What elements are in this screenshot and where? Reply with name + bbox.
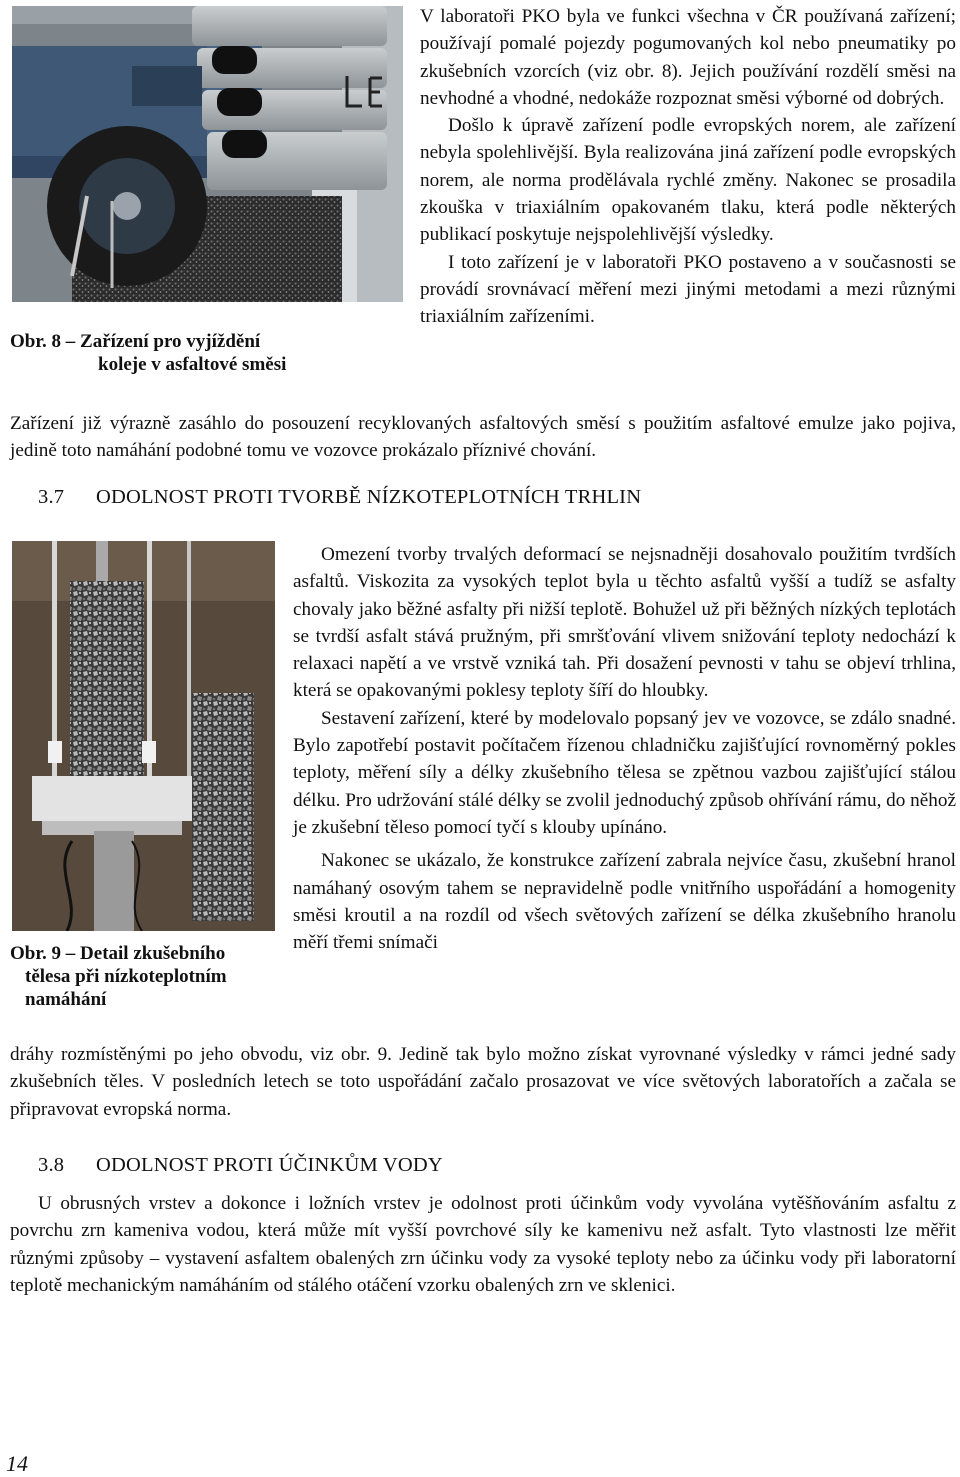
figure-8-dash: – <box>61 331 81 352</box>
top-text-column <box>420 3 956 331</box>
paragraph-recycled-mixes: Zařízení již výrazně zasáhlo do posouzení recyklovaných asfaltových směsí s použitím asfaltové emulze jako pojiva, jedině toto namáhání podobné tomu ve vozovce prokázalo příznivé chování. <box>10 413 956 462</box>
paragraph-construction-part-2: dráhy rozmístěnými po jeho obvodu, viz obr. 9. Jedině tak bylo možno získat vyrovnané výsledky v rámci jedné sady zkušebních těles. V posledních letech se toto uspořádání začalo prosazovat ve více světových laboratořích a začala se připravovat evropská norma. <box>10 1044 956 1120</box>
figure-9-title-1: Detail zkušebního <box>80 943 226 964</box>
paragraph-rutting-devices: V laboratoři PKO byla ve funkci všechna v ČR používaná zařízení; používají pomalé pojezdy pogumovaných kol nebo pneumatiky po zkušebních vzorcích (viz obr. 8). Jejich používání rozdělí směsi na nevhodné a vhodné, nedokáže rozpoznat směsi výborné od dobrých. <box>420 6 956 109</box>
section-3-7-column <box>293 541 956 956</box>
full-width-block <box>10 410 956 465</box>
figure-9-label: Obr. 9 <box>10 943 62 964</box>
figure-9-photo <box>12 541 275 931</box>
section-3-8-title: ODOLNOST PROTI ÚČINKŮM VODY <box>96 1154 443 1176</box>
figure-9-title-3: namáhání <box>25 989 107 1010</box>
section-3-8-heading <box>38 1152 443 1179</box>
section-3-7-title: ODOLNOST PROTI TVORBĚ NÍZKOTEPLOTNÍCH TRHLIN <box>96 486 642 508</box>
figure-8-photo <box>12 6 403 302</box>
paragraph-device-assembly: Sestavení zařízení, které by modelovalo popsaný jev ve vozovce, se zdálo snadné. Bylo zapotřebí postavit počítačem řízenou chladničku zajišťující rovnoměrný pokles teploty, měření síly a délky zkušebního tělesa se zpětnou vazbou zajišťující stálou délku. Pro udržování stálé délky se zvolil jednoduchý způsob ohřívání rámu, do něhož je zkušební těleso pomocí tyčí s klouby upínáno. <box>293 707 956 838</box>
section-3-7-continuation <box>10 1041 956 1123</box>
section-3-8-number: 3.8 <box>38 1154 65 1176</box>
figure-9-dash: – <box>61 943 81 964</box>
section-3-8-body <box>10 1190 956 1299</box>
figure-8-caption <box>10 330 340 376</box>
figure-8-title-1: Zařízení pro vyjíždění <box>80 331 261 352</box>
figure-8-caption-line-1 <box>10 330 340 353</box>
figure-9-caption <box>10 942 280 1011</box>
figure-9-title-2: tělesa při nízkoteplotním <box>25 966 227 987</box>
section-3-7-number: 3.7 <box>38 486 65 508</box>
paragraph-water-resistance: U obrusných vrstev a dokonce i ložních vrstev je odolnost proti účinkům vody vyvolána vytěšňováním asfaltu z povrchu zrn kameniva vodou, která může mít vyšší povrchové síly ke kamenivu než asfalt. Tyto vlastnosti lze měřit různými způsoby – vystavení asfaltem obalených zrn účinku vody za vysoké teploty nebo za účinku vody při laboratorní teplotě mechanickým namáháním od stálého otáčení vzorku obalených zrn ve sklenici. <box>10 1193 956 1296</box>
figure-8-title-2: koleje v asfaltové směsi <box>98 354 287 375</box>
paragraph-pko-comparison: I toto zařízení je v laboratoři PKO postaveno a v současnosti se provádí srovnávací měření mezi jinými metodami a mezi různými triaxiálním zařízeními. <box>420 251 956 328</box>
paragraph-european-norms: Došlo k úpravě zařízení podle evropských norem, ale zařízení nebyla spolehlivější. Byla realizována jiná zařízení podle evropských norem, ale norma prodělávala rychlé změny. Nakonec se prosadila zkouška v triaxiálním opakovaném tlaku, která podle některých publikací poskytuje nejspolehlivější výsledky. <box>420 115 956 246</box>
figure-8-label: Obr. 8 <box>10 331 62 352</box>
paragraph-hard-asphalts: Omezení tvorby trvalých deformací se nejsnadněji dosahovalo použitím tvrdších asfaltů. Viskozita za vysokých teplot byla u těchto asfaltů vyšší a tudíž se asfalty chovaly jako běžné asfalty při nižší teplotě. Bohužel už při běžných nízkých teplotách se tvrdší asfalt stává pružným, při smršťování vlivem snižování teploty nedochází k relaxaci napětí a ve vrstvě vzniká tah. Při dosažení pevnosti v tahu se objeví trhlina, která se opakovanými poklesy teploty šíří do hloubky. <box>293 544 956 702</box>
section-3-7-heading <box>38 484 641 511</box>
paragraph-construction-part-1: Nakonec se ukázalo, že konstrukce zařízení zabrala nejvíce času, zkušební hranol namáhaný osovým tahem se nepravidelně podle vnitřního uspořádání a homogenity směsi kroutil a na rozdíl od všech světových zařízení se délka zkušebního hranolu měří třemi snímači <box>293 850 956 954</box>
page-number: 14 <box>6 1451 28 1476</box>
figure-9-caption-line-1 <box>10 942 280 965</box>
